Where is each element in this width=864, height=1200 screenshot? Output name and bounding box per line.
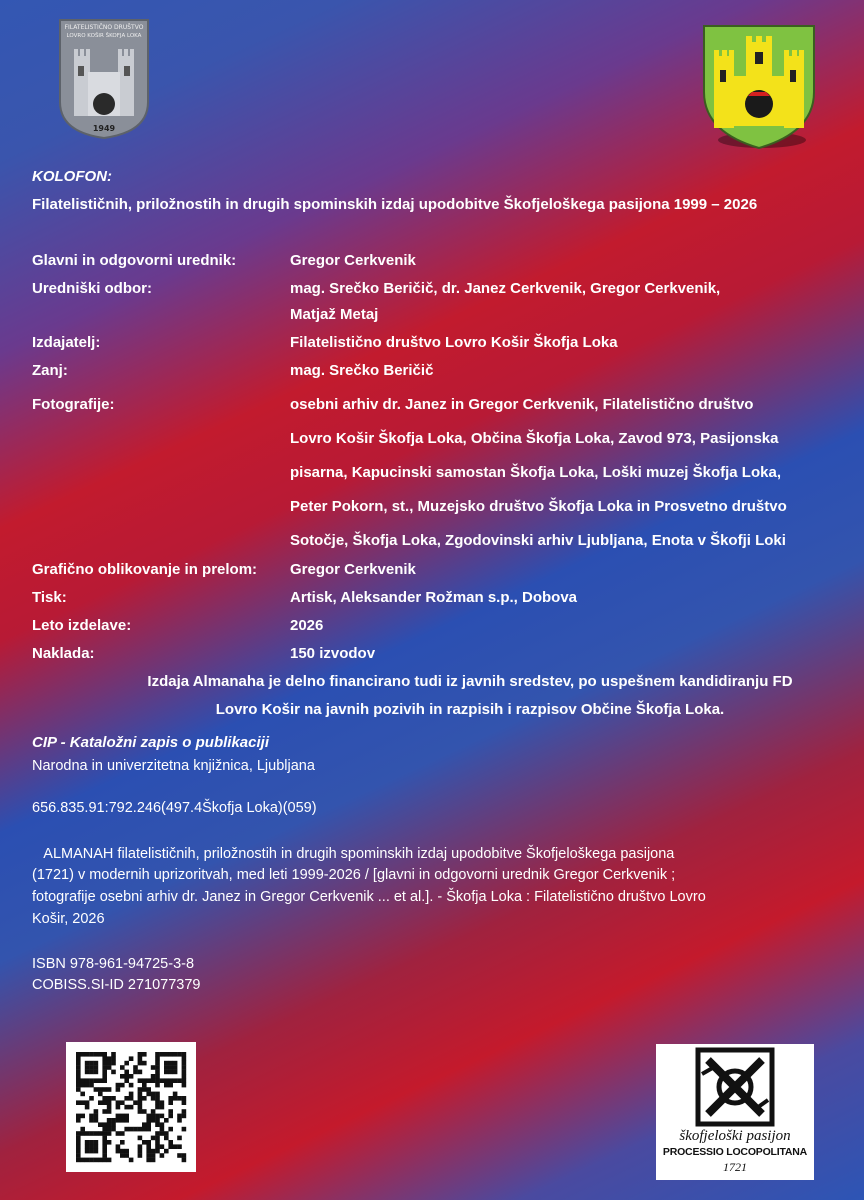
cip-library: Narodna in univerzitetna knjižnica, Ljubljana [32, 758, 315, 774]
svg-text:FILATELISTIČNO DRUŠTVO: FILATELISTIČNO DRUŠTVO [64, 24, 144, 31]
funding-note-line2: Lovro Košir na javnih pozivih in razpisih i razpisov Občine Škofja Loka. [215, 701, 725, 718]
cip-entry-line: ALMANAH filatelističnih, priložnostih in drugih spominskih izdaj upodobitve Škofjeloškega pasijona [32, 846, 675, 862]
funding-note-line1: Izdaja Almanaha je delno financirano tudi iz javnih sredstev, po uspešnem kandidiranju FD [147, 673, 793, 690]
year-value: 2026 [290, 617, 324, 634]
design-label: Grafično oblikovanje in prelom: [32, 561, 258, 578]
copies-value: 150 izvodov [290, 645, 376, 662]
photos-line: pisarna, Kapucinski samostan Škofja Loka, Loški muzej Škofja Loka, [290, 464, 781, 481]
photos-label: Fotografije: [32, 396, 115, 413]
coat-of-arms-logo [700, 22, 818, 152]
year-label: Leto izdelave: [32, 617, 132, 634]
cip-entry-line: (1721) v modernih uprizoritvah, med leti 1999-2026 / [glavni in odgovorni urednik Gregor Cerkvenik ; [32, 867, 676, 883]
colophon-title: Filatelističnih, priložnostih in drugih spominskih izdaj upodobitve Škofjeloškega pasijona 1999 – 2026 [32, 196, 758, 213]
photos-line: Peter Pokorn, st., Muzejsko društvo Škofja Loka in Prosvetno društvo [290, 498, 787, 515]
print-value: Artisk, Aleksander Rožman s.p., Dobova [290, 589, 578, 606]
passion-name: škofjeloški pasijon [679, 1128, 791, 1144]
for-label: Zanj: [32, 362, 68, 379]
passion-subtitle: PROCESSIO LOCOPOLITANA [662, 1146, 808, 1158]
photos-line: Lovro Košir Škofja Loka, Občina Škofja Loka, Zavod 973, Pasijonska [290, 430, 779, 447]
print-label: Tisk: [32, 589, 67, 606]
publisher-label: Izdajatelj: [32, 334, 101, 351]
cip-isbn: ISBN 978-961-94725-3-8 [32, 956, 195, 972]
copies-label: Naklada: [32, 645, 95, 662]
svg-text:1949: 1949 [92, 124, 116, 133]
board-label: Uredniški odbor: [32, 280, 153, 297]
for-value: mag. Srečko Beričič [290, 362, 434, 379]
passion-logo [656, 1044, 814, 1180]
cip-cobiss: COBISS.SI-ID 271077379 [32, 977, 201, 993]
colophon-heading: KOLOFON: [32, 168, 112, 185]
qr-code[interactable] [66, 1042, 196, 1172]
passion-year: 1721 [723, 1160, 747, 1174]
publisher-value: Filatelistično društvo Lovro Košir Škofja Loka [290, 334, 618, 351]
editor-label: Glavni in odgovorni urednik: [32, 252, 237, 269]
cip-heading: CIP - Kataložni zapis o publikaciji [32, 734, 269, 751]
photos-line: Sotočje, Škofja Loka, Zgodovinski arhiv Ljubljana, Enota v Škofji Loki [290, 532, 786, 549]
board-value-line1: mag. Srečko Beričič, dr. Janez Cerkvenik, Gregor Cerkvenik, [290, 280, 721, 297]
svg-text:LOVRO KOŠIR ŠKOFJA LOKA: LOVRO KOŠIR ŠKOFJA LOKA [66, 33, 142, 39]
board-value-line2: Matjaž Metaj [290, 306, 379, 323]
cip-entry-line: Košir, 2026 [32, 911, 105, 927]
cip-entry-line: fotografije osebni arhiv dr. Janez in Gregor Cerkvenik ... et al.]. - Škofja Loka : Filatelistično društvo Lovro [32, 889, 706, 905]
design-value: Gregor Cerkvenik [290, 561, 416, 578]
cip-udc: 656.835.91:792.246(497.4Škofja Loka)(059) [32, 800, 317, 816]
photos-line: osebni arhiv dr. Janez in Gregor Cerkvenik, Filatelistično društvo [290, 396, 754, 413]
society-logo [54, 16, 154, 140]
editor-value: Gregor Cerkvenik [290, 252, 416, 269]
